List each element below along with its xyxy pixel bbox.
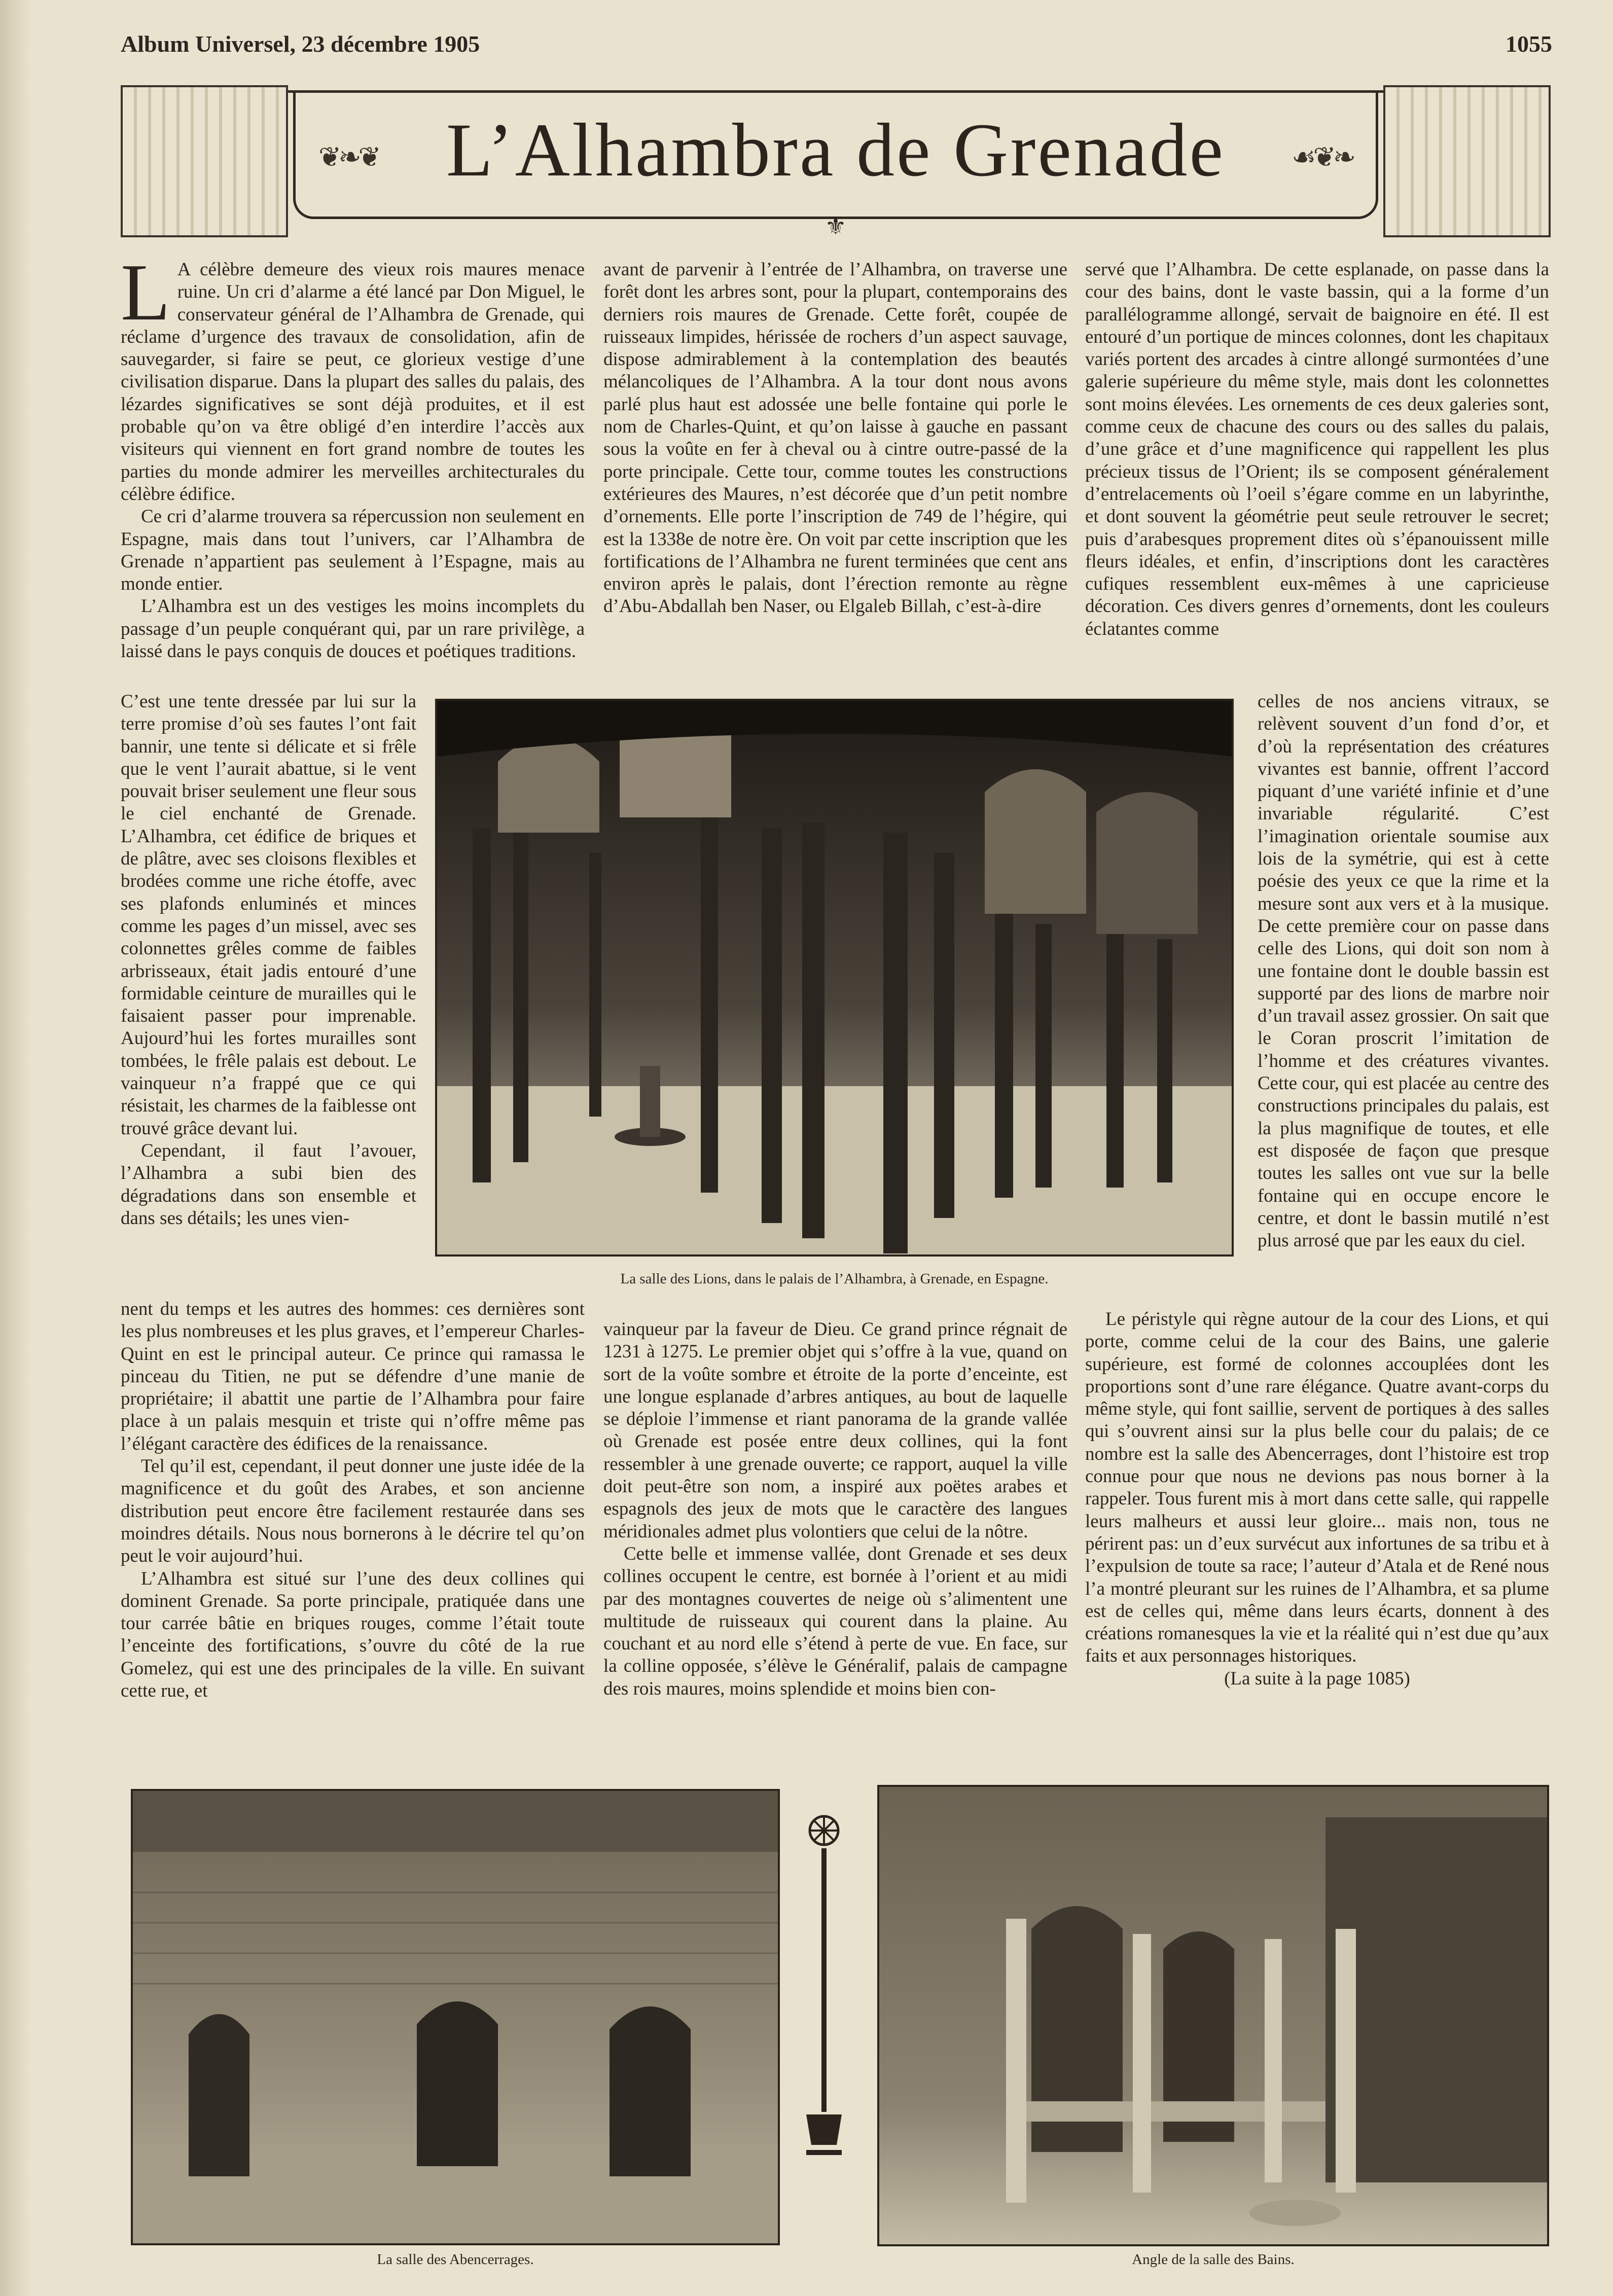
paragraph: Le péristyle qui règne autour de la cour des Lions, et qui porte, comme celui de la cour des Bains, une galerie supérieure, est formé de colonnes accouplées dont les proportions sont d’une rare élégance. Quatre avant-corps du même style, qui font saillie, servent de portiques à des salles qui s’ouvrent ainsi sur la plus belle cour du palais; de ce nombre est la salle des Abencerrages, dont l’histoire est trop connue pour que nous ne devions pas nous borner à la rappeler. Tous furent mis à mort dans cette salle, qui rappelle leurs malheurs et aussi leur gloire... mais non, tous ne périrent pas: un d’eux survécut aux infortunes de sa tribu et à l’expulsion de toute sa race; l’auteur d’Atala et de René nous l’a montré pleurant sur les ruines de l’Alhambra, et sa plume est de celles qui, même dans leurs écarts, donnent à des créations romanesques la vie et la réalité qui n’est due qu’aux faits et aux personnages historiques. <box>1085 1309 1549 1667</box>
paragraph: C’est une tente dressée par lui sur la terre promise d’où ses fautes l’ont fait bannir, une tente si délicate et si frêle que le vent l’aurait abattue, si le vent pouvait briser seulement une fleur sous le ciel enchanté de Grenade. L’Alhambra, cet édifice de briques et de plâtre, avec ses cloisons flexibles et brodées comme une riche étoffe, avec ses plafonds enluminés et minces comme les pages d’un missel, avec ses colonnettes grêles comme de faibles arbrisseaux, était jadis entouré d’une formidable ceinture de murailles qui le faisaient passer pour imprenable. Aujourd’hui les fortes murailles sont tombées, le frêle palais est debout. Le vainqueur n’a frappé que ce qui résistait, les charmes de la faiblesse ont trouvé grâce devant lui. <box>121 691 416 1139</box>
paragraph-text: A célèbre demeure des vieux rois maures menace ruine. Un cri d’alarme a été lancé par Don Miguel, le conservateur général de l’Alhambra de Grenade, qui réclame d’urgence des travaux de consolidation, afin de sauvegarder, si faire se peut, ce glorieux vestige d’une civilisation disparue. Dans la plupart des salles du palais, des lézardes significatives se sont déjà produites, et il est probable qu’on va être obligé d’en interdire l’accès aux visiteurs qui viennent en fort grand nombre de toutes les parties du monde admirer les merveilles architecturales du célèbre édifice. <box>121 259 585 505</box>
paragraph: L’Alhambra est situé sur l’une des deux collines qui dominent Grenade. Sa porte principale, pratiquée dans une tour carrée bâtie en briques rouges, comme l’était toute l’enceinte des fortifications, s’ouvre du côté de la rue Gomelez, qui est une des principales de la ville. En suivant cette rue, et <box>121 1568 585 1702</box>
photo-salle-des-bains-image <box>879 1787 1547 2244</box>
caption-salle-des-abencerrages: La salle des Abencerrages. <box>377 2251 534 2268</box>
column-1-bottom <box>121 1298 585 1760</box>
column-2-bottom <box>603 1318 1067 1760</box>
drop-cap: L <box>121 247 170 337</box>
column-3-top <box>1085 259 1549 692</box>
photo-salle-des-lions <box>435 699 1234 1257</box>
paragraph: Cependant, il faut l’avouer, l’Alhambra a subi bien des dégradations dans son ensemble et dans ses détails; les unes vien- <box>121 1140 416 1229</box>
column-3-middle <box>1258 691 1549 1304</box>
photo-salle-des-lions-image <box>437 701 1232 1254</box>
paragraph: Tel qu’il est, cependant, il peut donner une juste idée de la magnificence et du goût des Arabes, et son ancienne distribution peut encore être facilement restaurée dans ses moindres détails. Nous nous bornerons à le décrire tel qu’on peut le voir aujourd’hui. <box>121 1456 585 1567</box>
caption-salle-des-bains: Angle de la salle des Bains. <box>1132 2251 1295 2268</box>
column-3-bottom <box>1085 1308 1549 1760</box>
page-number: 1055 <box>1506 31 1552 57</box>
paragraph: nent du temps et les autres des hommes: ces dernières sont les plus nombreuses et les plus graves, et l’empereur Charles-Quint en est le principal auteur. Ce prince qui ramassa le pinceau du Titien, ne put se défendre d’une manie de propriétaire; il abattit une partie de l’Alhambra pour faire place à un palais mesquin et triste qui n’offre même pas l’élégant caractère des édifices de la renaissance. <box>121 1299 585 1454</box>
publication-line: Album Universel, 23 décembre 1905 <box>121 31 480 57</box>
paragraph: servé que l’Alhambra. De cette esplanade, on passe dans la cour des bains, dont le vaste bassin, qui a la forme d’un parallélogramme allongé, servait de baignoire en été. Il est entouré d’un portique de minces colonnes, dont les chapitaux variés portent des arcades à cintre allongé surmontées d’une galerie supérieure du même style, mais dont les colonnettes sont moins élevées. Les ornements de ces deux galeries sont, comme ceux de chacune des cours ou des salles du palais, d’une grâce et d’une magnificence qui rappellent les plus précieux tissus de l’Orient; ils se composent généralement d’entrelacements où l’oeil s’égare comme en un labyrinthe, et dont souvent la géométrie peut seule retrouver le secret; puis d’arabesques proprement dites où s’épanouissent mille fleurs idéales, et enfin, d’inscriptions dont les caractères cufiques ressemblent eux-mêmes à une capricieuse décoration. Ces divers genres d’ornements, dont les couleurs éclatantes comme <box>1085 259 1549 639</box>
vase-ornament <box>796 1810 852 2165</box>
paragraph: Cette belle et immense vallée, dont Grenade et ses deux collines occupent le centre, est bornée à l’orient et au midi par des montagnes couvertes de neige où s’alimentent une multitude de ruisseaux qui courent dans la plaine. Au couchant et au nord elle s’étend à perte de vue. En face, sur la colline opposée, s’élève le Généralif, palais de campagne des rois maures, moins splendide et moins bien con- <box>603 1543 1067 1699</box>
caption-salle-des-lions: La salle des Lions, dans le palais de l’Alhambra, à Grenade, en Espagne. <box>620 1271 1049 1287</box>
column-2-top <box>603 259 1067 692</box>
page-edge <box>0 0 30 2296</box>
photo-salle-des-abencerrages-image <box>133 1791 778 2243</box>
title-banner <box>121 85 1551 242</box>
paragraph: avant de parvenir à l’entrée de l’Alhambra, on traverse une forêt dont les arbres sont, pour la plupart, contemporains des derniers rois maures de Grenade. Cette forêt, coupée de ruisseaux limpides, hérissée de rochers d’un aspect sauvage, dispose admirablement à la contemplation des beautés mélancoliques de l’Alhambra. A la tour dont nous avons parlé plus haut est adossée une belle fontaine qui porle le nom de Charles-Quint, et qu’on laisse à gauche en passant sous la voûte en fer à cheval ou à cintre outre-passé de la porte principale. Cette tour, comme toutes les constructions extérieures des Maures, n’est décorée que d’un petit nombre d’ornements. Elle porte l’inscription de 749 de l’hégire, qui est la 1338e de notre ère. On voit par cette inscription que les fortifications de l’Alhambra ne furent terminées que cent ans environ après le palais, dont l’érection remonte au règne d’Abu-Abdallah ben Naser, ou Elgaleb Billah, c’est-à-dire <box>603 259 1067 617</box>
photo-salle-des-bains <box>877 1785 1549 2246</box>
article-title: L’Alhambra de Grenade <box>446 108 1226 192</box>
paragraph: Ce cri d’alarme trouvera sa répercussion non seulement en Espagne, mais dans tout l’univers, car l’Alhambra de Grenade n’appartient pas seulement à l’Espagne, mais au monde entier. <box>121 506 585 595</box>
center-bud-ornament: ⚜ <box>825 213 847 240</box>
left-scroll-ornament: ❦❧❦ <box>318 142 378 172</box>
paragraph: vainqueur par la faveur de Dieu. Ce grand prince régnait de 1231 à 1275. Le premier objet qui s’offre à la vue, quand on sort de la voûte sombre et étroite de la porte d’enceinte, est une longue esplanade d’arbres antiques, au bout de laquelle se déploie l’immense et riant panorama de la grande vallée où Grenade est posée entre deux collines, qui la font ressembler à une grenade ouverte; ce rapport, auquel la ville doit peut-être son nom, a inspiré aux poëtes arabes et espagnols des jeux de mots que le caractère des langues méridionales admet plus volontiers que celui de la nôtre. <box>603 1319 1067 1542</box>
paragraph: L’Alhambra est un des vestiges les moins incomplets du passage d’un peuple conquérant qui, par un rare privilège, a laissé dans le pays conquis de douces et poétiques traditions. <box>121 596 585 662</box>
paragraph <box>121 247 585 506</box>
continued-note: (La suite à la page 1085) <box>1224 1668 1410 1689</box>
paragraph: celles de nos anciens vitraux, se relèvent souvent d’un fond d’or, et d’où la représentation des créatures vivantes est bannie, offrent l’accord piquant d’une variété infinie et d’une invariable régularité. C’est l’imagination orientale soumise aux lois de la symétrie, qui est à cette poésie des yeux ce que la rime et la mesure sont aux vers et à la musique. De cette première cour on passe dans celle des Lions, qui doit son nom à une fontaine dont le double bassin est supporté par des lions de marbre noir d’un travail assez grossier. On sait que le Coran proscrit l’imitation de l’homme et des créatures vivantes. Cette cour, qui est placée au centre des constructions principales du palais, est la plus magnifique de toutes, et elle est disposée de façon que presque toutes les salles ont vue sur la belle fontaine qui en occupe encore le centre, et dont le bassin mutilé n’est plus arrosé que par les eaux du ciel. <box>1258 691 1549 1251</box>
photo-salle-des-abencerrages <box>131 1789 780 2245</box>
right-scroll-ornament: ☙❦❧ <box>1292 142 1353 172</box>
column-1-top <box>121 247 585 687</box>
column-1-middle <box>121 691 416 1294</box>
